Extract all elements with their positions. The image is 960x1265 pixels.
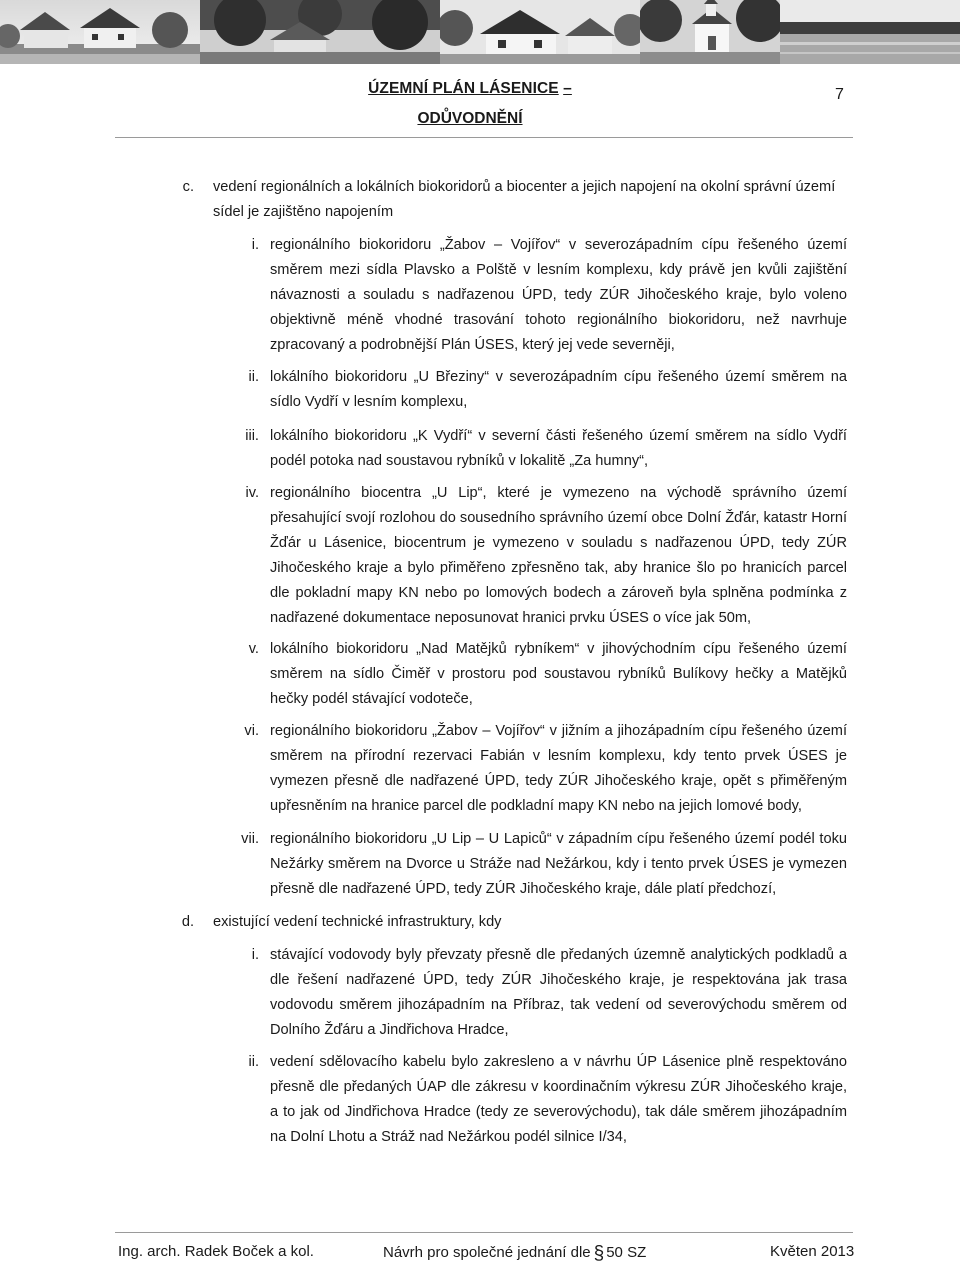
section-d-line: existující vedení technické infrastruktury, kdy (213, 914, 502, 930)
header-photo-banner (0, 0, 960, 64)
village-photo (0, 0, 200, 64)
section-c-item-i: regionálního biokoridoru „Žabov – Vojířov“ v severozápadním cípu řešeného území směrem mezi sídla Plavsko a Polště v lesním komplexu, kdy právě jen kvůli zajištění návaznosti a souladu s nadřazenou ÚPD, tedy ZÚR Jihočeského kraje, bylo voleno objektivně méně vhodné trasování tohoto regionálního biokoridoru, než navrhuje zpracovaný a podrobnější Plán ÚSES, který jej vede severněji, (270, 237, 847, 353)
section-d-item-ii: vedení sdělovacího kabelu bylo zakresleno a v návrhu ÚP Lásenice plně respektováno přesně dle předaných ÚAP dle zákresu v koordinačním výkresu ZÚR Jihočeského kraje, a to jak od Jindřichova Hradce (tedy ze severovýchodu), tak dále směrem jihozápadním na Dolní Lhotu a Stráž nad Nežárkou podél silnice I/34, (270, 1054, 847, 1145)
footer-date: Květen 2013 (770, 1243, 855, 1260)
title-dash: – (563, 80, 572, 97)
section-c-marker: c. (182, 179, 194, 195)
section-d-item-i-marker: i. (251, 947, 259, 963)
section-d-item-i: stávající vodovody byly převzaty přesně dle předaných územně analytických podkladů a dle řešení nadřazené ÚPD, tedy ZÚR Jihočeského kraje, je respektována jak trasa vodovodu směrem jihozápadním na Příbraz, tak vedení od severovýchodu směrem od Dolního Žďáru a Jindřichova Hradce, (270, 947, 847, 1038)
paragraph-sign: § (593, 1243, 605, 1264)
page-number: 7 (835, 86, 844, 103)
footer-divider (115, 1232, 853, 1233)
footer-proposal-suffix: 50 SZ (606, 1244, 647, 1261)
footer-author: Ing. arch. Radek Boček a kol. (118, 1243, 314, 1260)
document-title (0, 80, 940, 98)
lake-photo (780, 0, 960, 64)
section-c-item-vii-marker: vii. (241, 831, 259, 847)
section-d-marker: d. (181, 914, 194, 930)
section-c-item-vi-marker: vi. (244, 723, 259, 739)
section-c-line-2: sídel je zajištěno napojením (213, 204, 394, 220)
section-d-item-ii-marker: ii. (248, 1054, 259, 1070)
section-c-item-iii-marker: iii. (245, 428, 259, 444)
section-c-item-i-marker: i. (251, 237, 259, 253)
header-divider (115, 137, 853, 138)
section-c-line-1: vedení regionálních a lokálních biokoridorů a biocenter a jejich napojení na okolní správní území (213, 179, 836, 195)
chapel-photo (640, 0, 780, 64)
section-c-item-vii: regionálního biokoridoru „U Lip – U Lapiců“ v západním cípu řešeného území podél toku Nežárky směrem na Dvorce u Stráže nad Nežárkou, kdy i tento prvek ÚSES je vymezen přesně dle nadřazené ÚPD, tedy ZÚR Jihočeského kraje, dále platí předchozí, (270, 831, 847, 897)
section-c-item-v-marker: v. (248, 641, 259, 657)
section-c-item-ii-marker: ii. (248, 369, 259, 385)
cottage-photo (440, 0, 640, 64)
section-c-item-iii: lokálního biokoridoru „K Vydří“ v severní části řešeného území směrem na sídlo Vydří podél potoka nad soustavou rybníků v lokalitě „Za humny“, (270, 428, 847, 469)
farm-photo (200, 0, 440, 64)
section-c-item-iv-marker: iv. (245, 485, 259, 501)
document-subtitle: ODŮVODNĚNÍ (417, 110, 523, 127)
footer-proposal-prefix: Návrh pro společné jednání dle (383, 1244, 591, 1261)
section-c-item-ii: lokálního biokoridoru „U Březiny“ v severozápadním cípu řešeného území směrem na sídlo Vydří v lesním komplexu, (270, 369, 847, 410)
section-c-item-v: lokálního biokoridoru „Nad Matějků rybníkem“ v jihovýchodním cípu řešeného území směrem na sídlo Čiměř v prostoru pod soustavou rybníků Bulíkovy hečky a Matějků hečky podél stávající vodoteče, (270, 641, 847, 707)
footer-proposal (383, 1243, 646, 1265)
section-c-item-iv: regionálního biocentra „U Lip“, které je vymezeno na východě správního území přesahující svojí rozlohou do sousedního správního území obce Dolní Žďár, katastr Horní Žďár u Lásenice, biocentrum je vymezeno v souladu s nadřazenou ÚPD, tedy ZÚR Jihočeského kraje a bylo přiměřeno zpřesněno tak, aby hranice šlo po hranicích parcel dle pokladní mapy KN nebo po lomových bodech a zároveň byla splněna podmínka z nadřazené dokumentace neposunovat hranici prvku ÚSES o více jak 50m, (270, 485, 847, 626)
section-c-item-vi: regionálního biokoridoru „Žabov – Vojířov“ v jižním a jihozápadním cípu řešeného území směrem na přírodní rezervaci Fabián v lesním komplexu, kdy tento prvek ÚSES je vymezen přesně dle nadřazené ÚPD, tedy ZÚR Jihočeského kraje, opět s přiměřeným upřesněním na hranice parcel dle podkladní mapy KN nebo na jejich lomové body, (270, 723, 847, 814)
title-text: ÚZEMNÍ PLÁN LÁSENICE (368, 80, 559, 97)
